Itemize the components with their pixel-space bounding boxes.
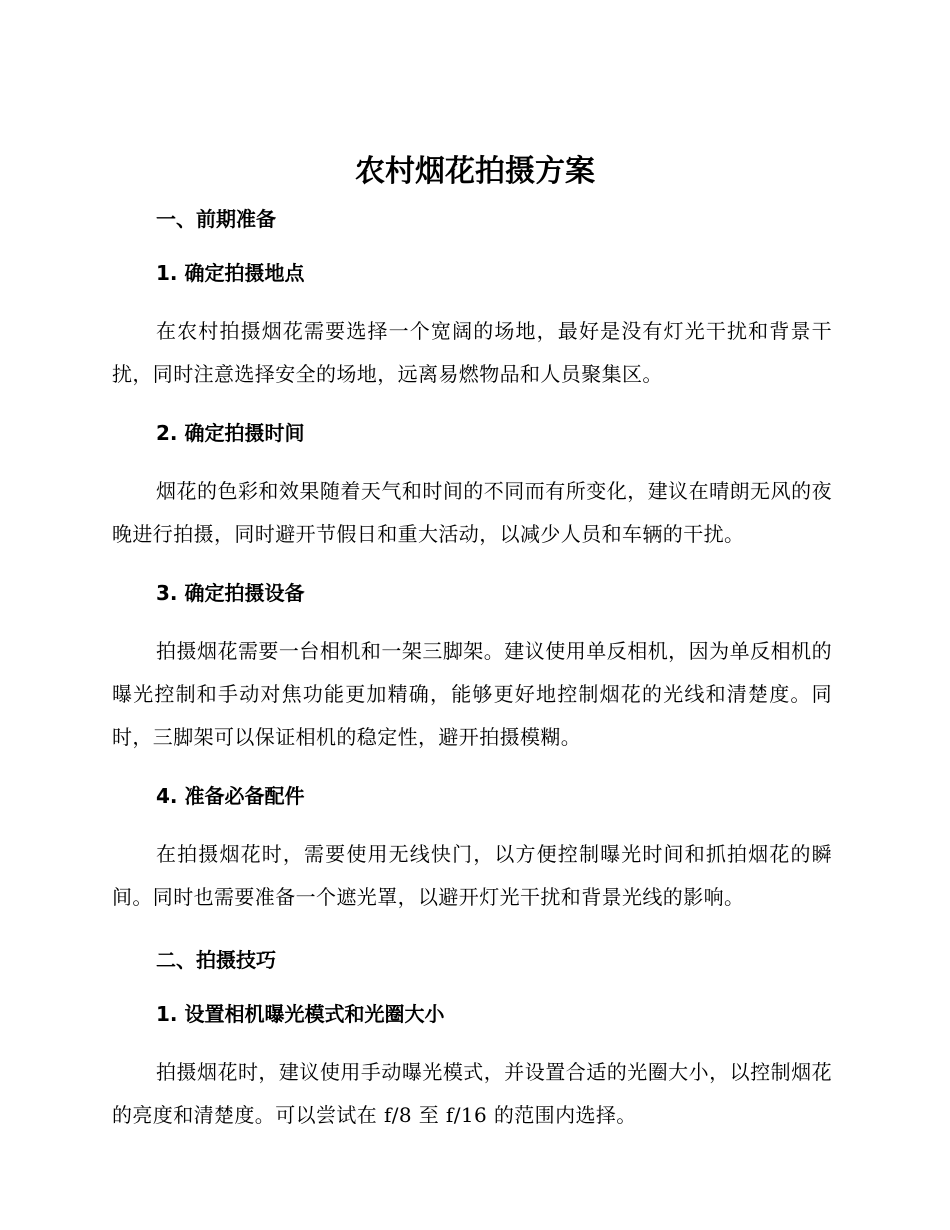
paragraph-time: 烟花的色彩和效果随着天气和时间的不同而有所变化，建议在晴朗无风的夜晚进行拍摄，同时避开节假日和重大活动，以减少人员和车辆的干扰。 (112, 479, 832, 546)
section-heading-techniques: 二、拍摄技巧 (156, 948, 276, 972)
subheading-time: 2. 确定拍摄时间 (156, 421, 305, 445)
subheading-exposure: 1. 设置相机曝光模式和光圈大小 (156, 1002, 445, 1026)
paragraph-equipment: 拍摄烟花需要一台相机和一架三脚架。建议使用单反相机，因为单反相机的曝光控制和手动对焦功能更加精确，能够更好地控制烟花的光线和清楚度。同时，三脚架可以保证相机的稳定性，避开拍摄模糊。 (112, 639, 832, 749)
document-title: 农村烟花拍摄方案 (355, 154, 595, 189)
paragraph-exposure: 拍摄烟花时，建议使用手动曝光模式，并设置合适的光圈大小，以控制烟花的亮度和清楚度。可以尝试在 f/8 至 f/16 的范围内选择。 (112, 1060, 832, 1127)
subheading-equipment: 3. 确定拍摄设备 (156, 581, 305, 605)
section-heading-preparation: 一、前期准备 (156, 207, 276, 231)
document-body (112, 200, 832, 1137)
paragraph-location: 在农村拍摄烟花需要选择一个宽阔的场地，最好是没有灯光干扰和背景干扰，同时注意选择安全的场地，远离易燃物品和人员聚集区。 (112, 319, 832, 386)
subheading-accessories: 4. 准备必备配件 (156, 784, 305, 808)
subheading-location: 1. 确定拍摄地点 (156, 261, 305, 285)
paragraph-accessories: 在拍摄烟花时，需要使用无线快门，以方便控制曝光时间和抓拍烟花的瞬间。同时也需要准备一个遮光罩，以避开灯光干扰和背景光线的影响。 (112, 842, 832, 909)
